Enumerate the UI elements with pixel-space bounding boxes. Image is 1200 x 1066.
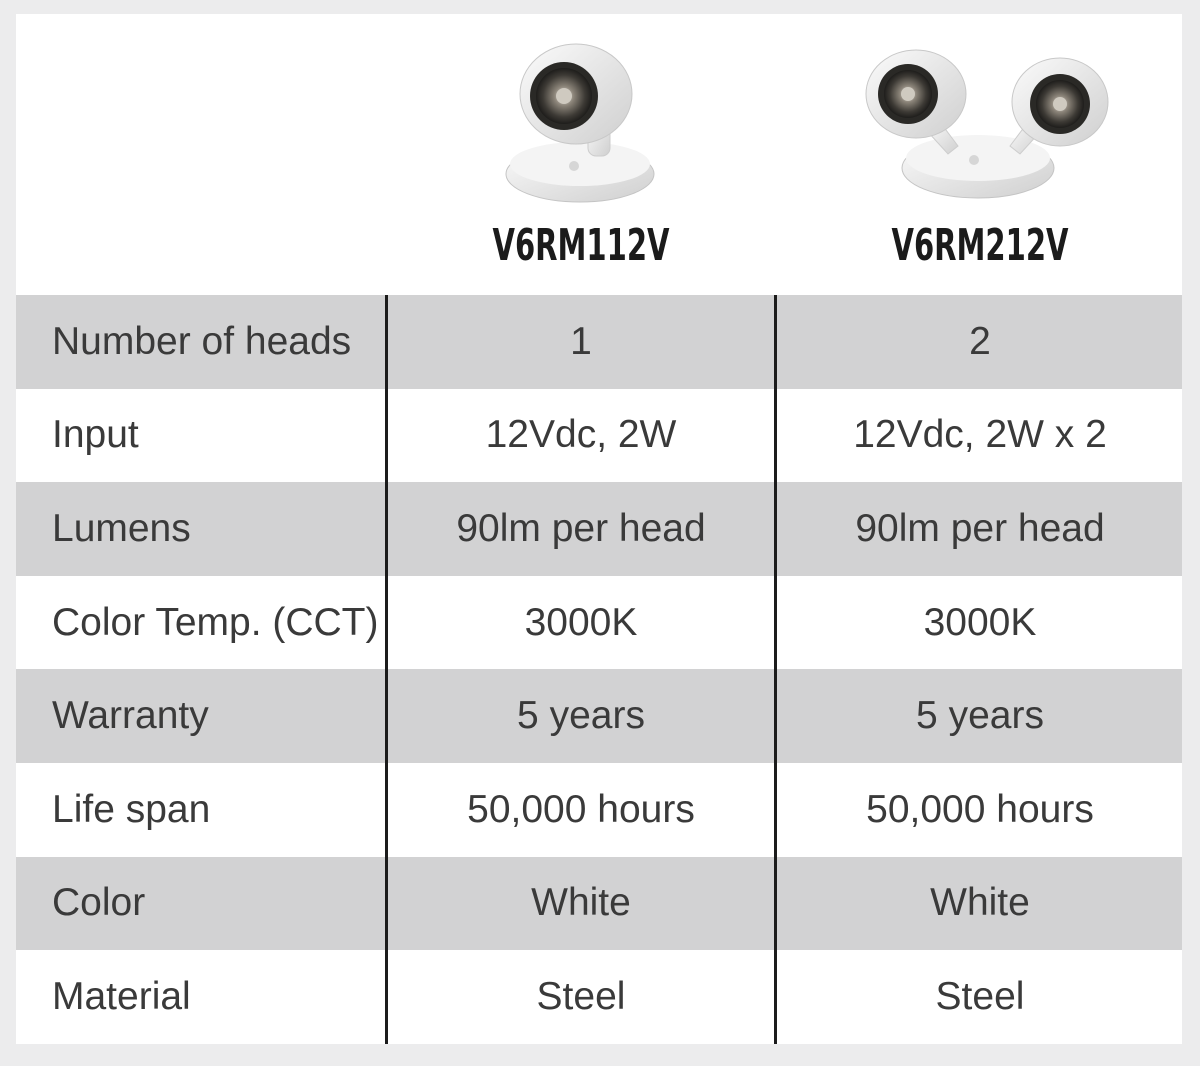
row-label: Input	[52, 413, 139, 457]
table-row-input	[16, 389, 1182, 483]
value-v6rm112v: 5 years	[517, 694, 645, 738]
row-label: Life span	[52, 787, 211, 831]
product-column-v6rm112v	[388, 14, 774, 295]
value-v6rm212v: 3000K	[923, 600, 1037, 644]
product-column-v6rm212v	[778, 14, 1182, 295]
table-row-color	[16, 857, 1182, 951]
table-row-life-span	[16, 763, 1182, 857]
table-row-lumens	[16, 482, 1182, 576]
row-label: Lumens	[52, 506, 191, 550]
table-row-material	[16, 950, 1182, 1044]
table-header	[16, 14, 1182, 295]
value-v6rm212v: 5 years	[916, 694, 1044, 738]
row-label: Color	[52, 881, 146, 925]
column-divider	[385, 295, 388, 1044]
value-v6rm112v: 50,000 hours	[467, 787, 695, 831]
value-v6rm112v: White	[531, 881, 631, 925]
comparison-card	[16, 14, 1182, 1044]
product-name: V6RM212V	[891, 220, 1069, 271]
value-v6rm212v: 2	[969, 319, 991, 363]
value-v6rm212v: White	[930, 881, 1030, 925]
table-row-number-of-heads	[16, 295, 1182, 389]
value-v6rm212v: 50,000 hours	[866, 787, 1094, 831]
value-v6rm112v: 12Vdc, 2W	[485, 413, 677, 457]
value-v6rm112v: 1	[570, 319, 592, 363]
row-label: Color Temp. (CCT)	[52, 600, 379, 644]
value-v6rm212v: 12Vdc, 2W x 2	[853, 413, 1107, 457]
value-v6rm112v: 90lm per head	[456, 506, 706, 550]
single-head-fixture-image	[388, 14, 774, 214]
product-name: V6RM112V	[492, 220, 670, 271]
value-v6rm212v: Steel	[935, 974, 1025, 1018]
spec-table	[16, 295, 1182, 1044]
value-v6rm112v: Steel	[536, 974, 626, 1018]
value-v6rm112v: 3000K	[524, 600, 638, 644]
twin-head-fixture-image	[778, 14, 1182, 214]
row-label: Material	[52, 974, 191, 1018]
column-divider	[774, 295, 777, 1044]
table-row-color-temp	[16, 576, 1182, 670]
value-v6rm212v: 90lm per head	[855, 506, 1105, 550]
table-row-warranty	[16, 669, 1182, 763]
row-label: Warranty	[52, 694, 209, 738]
row-label: Number of heads	[52, 319, 352, 363]
